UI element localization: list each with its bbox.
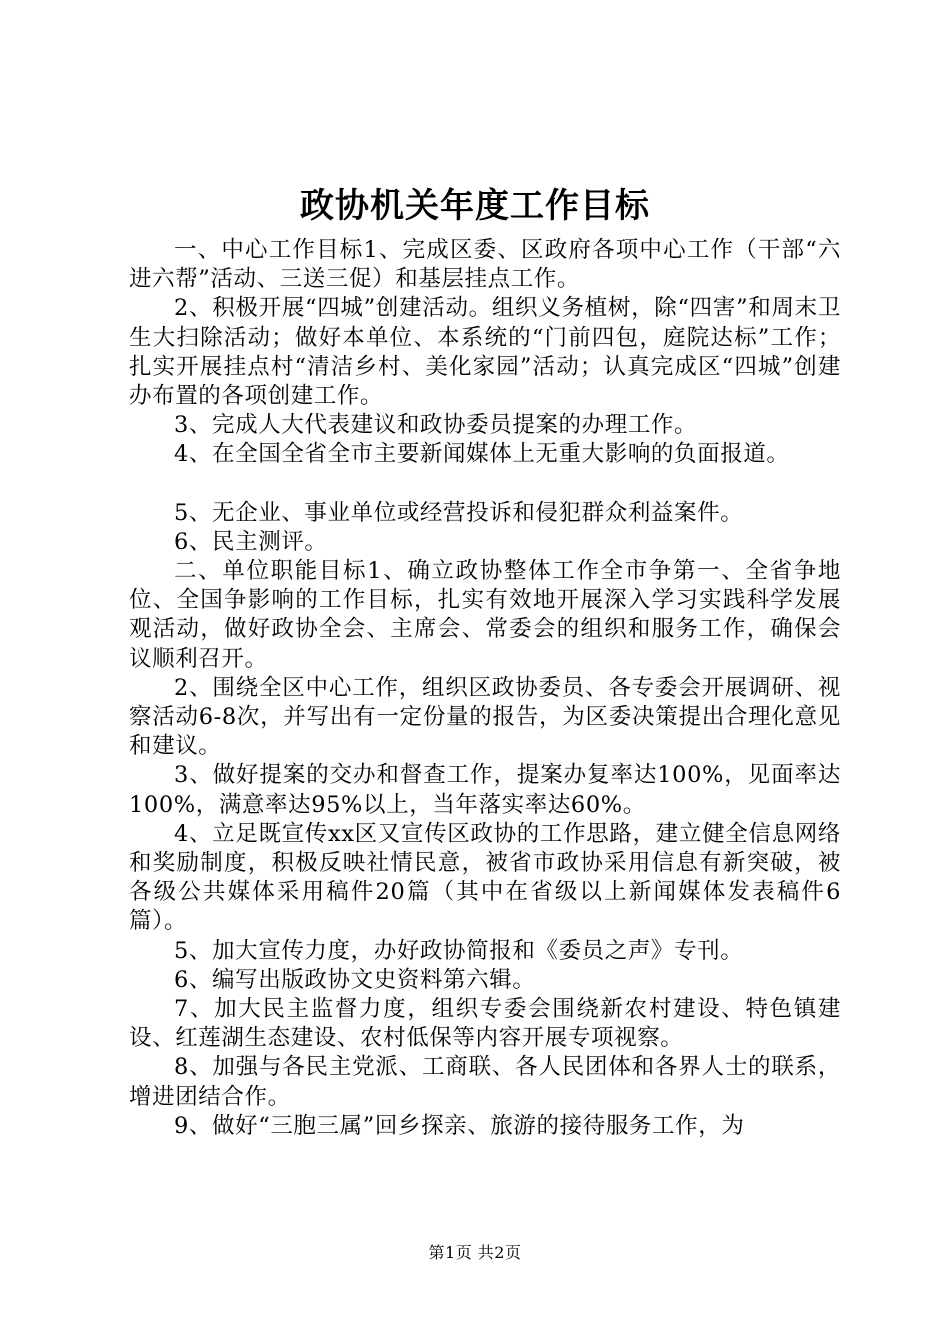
paragraph-function-goal-4: 4、立足既宣传xx区又宣传区政协的工作思路，建立健全信息网络和奖励制度，积极反映社情民意，被省市政协采用信息有新突破，被各级公共媒体采用稿件20篇（其中在省级以上新闻媒体发表稿件6篇）。 [129,820,841,935]
paragraph-function-goal-6: 6、编写出版政协文史资料第六辑。 [174,966,536,993]
paragraph-function-goal-1: 二、单位职能目标1、确立政协整体工作全市争第一、全省争地位、全国争影响的工作目标，扎实有效地开展深入学习实践科学发展观活动，做好政协全会、主席会、常委会的组织和服务工作，确保会议顺利召开。 [129,558,841,672]
document-title: 政协机关年度工作目标 [300,186,650,226]
paragraph-central-goal-5: 5、无企业、事业单位或经营投诉和侵犯群众利益案件。 [174,499,744,526]
paragraph-central-goal-6: 6、民主测评。 [174,528,328,555]
paragraph-central-goal-4: 4、在全国全省全市主要新闻媒体上无重大影响的负面报道。 [174,441,790,468]
page-footer: 第1页 共2页 [428,1243,522,1262]
paragraph-function-goal-9: 9、做好“三胞三属”回乡探亲、旅游的接待服务工作，为 [174,1112,745,1139]
document-body [129,236,841,1141]
paragraph-central-goal-1: 一、中心工作目标1、完成区委、区政府各项中心工作（干部“六进六帮”活动、三送三促）和基层挂点工作。 [129,237,841,293]
paragraph-function-goal-2: 2、围绕全区中心工作，组织区政协委员、各专委会开展调研、视察活动6-8次，并写出有一定份量的报告，为区委决策提出合理化意见和建议。 [129,674,841,760]
paragraph-central-goal-3: 3、完成人大代表建议和政协委员提案的办理工作。 [174,412,698,439]
paragraph-central-goal-2: 2、积极开展“四城”创建活动。组织义务植树，除“四害”和周末卫生大扫除活动；做好本单位、本系统的“门前四包，庭院达标”工作；扎实开展挂点村“清洁乡村、美化家园”活动；认真完成区“四城”创建办布置的各项创建工作。 [129,295,841,410]
paragraph-function-goal-3: 3、做好提案的交办和督查工作，提案办复率达100%，见面率达100%，满意率达95%以上，当年落实率达60%。 [129,762,841,818]
paragraph-function-goal-5: 5、加大宣传力度，办好政协简报和《委员之声》专刊。 [174,937,744,964]
paragraph-function-goal-7: 7、加大民主监督力度，组织专委会围绕新农村建设、特色镇建设、红莲湖生态建设、农村低保等内容开展专项视察。 [129,996,841,1052]
paragraph-function-goal-8: 8、加强与各民主党派、工商联、各人民团体和各界人士的联系，增进团结合作。 [129,1054,841,1110]
